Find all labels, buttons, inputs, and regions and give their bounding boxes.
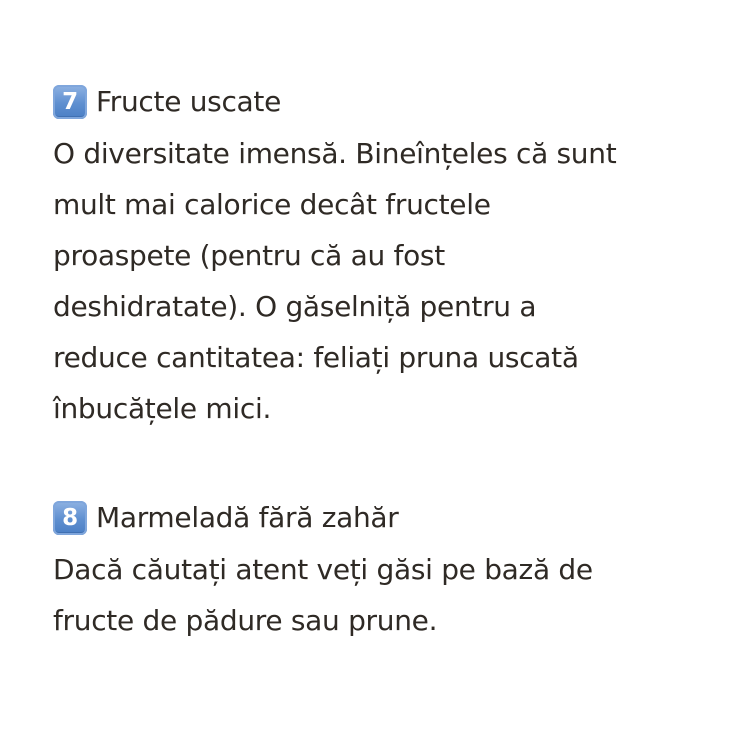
section-title: Fructe uscate: [96, 85, 282, 118]
paragraph-line: deshidratate). O găselniță pentru a: [53, 290, 537, 323]
paragraph-line: mult mai calorice decât fructele: [53, 188, 491, 221]
section-title: Marmeladă fără zahăr: [96, 501, 399, 534]
section-dried-fruits: [53, 76, 713, 434]
paragraph-line: fructe de pădure sau prune.: [53, 604, 438, 637]
paragraph-line: proaspete (pentru că au fost: [53, 239, 445, 272]
section-heading: [53, 76, 713, 128]
keycap-eight-icon: 8: [53, 501, 87, 535]
paragraph-line: Dacă căutați atent veți găsi pe bază de: [53, 553, 593, 586]
keycap-seven-icon: 7: [53, 85, 87, 119]
section-sugar-free-jam: [53, 492, 713, 646]
paragraph-line: înbucățele mici.: [53, 392, 272, 425]
section-heading: [53, 492, 713, 544]
paragraph-line: reduce cantitatea: feliați pruna uscată: [53, 341, 579, 374]
paragraph-line: O diversitate imensă. Bineînțeles că sunt: [53, 137, 617, 170]
